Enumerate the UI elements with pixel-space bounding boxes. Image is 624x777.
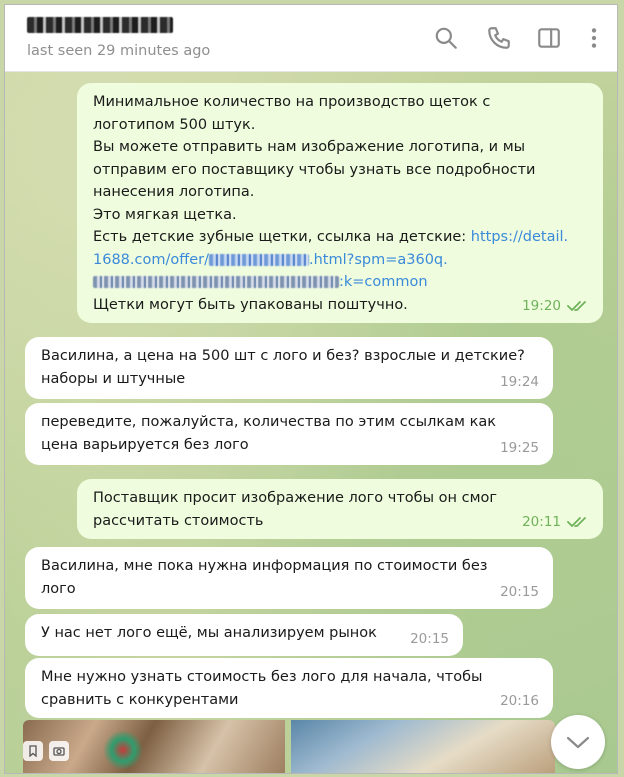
message-bubble-outgoing[interactable] — [77, 83, 603, 323]
message-text: логотипом 500 штук. — [93, 116, 256, 133]
message-time: 19:24 — [500, 373, 539, 390]
message-text: Мне нужно узнать стоимость без лого для начала, чтобы — [41, 669, 483, 685]
message-bubble-incoming[interactable] — [25, 658, 553, 718]
message-bubble-incoming[interactable] — [25, 614, 463, 656]
redacted-link-params — [93, 276, 339, 288]
offer-link[interactable]: .html?spm=a360q. — [309, 251, 448, 268]
message-text: нанесения логотипа. — [93, 184, 255, 200]
message-meta — [522, 295, 589, 318]
photo-album-preview[interactable] — [23, 720, 555, 774]
message-text: Василина, мне пока нужна информация по стоимости без — [41, 558, 488, 574]
message-text: Поставщик просит изображение лого чтобы он смог — [93, 490, 498, 506]
message-text: переведите, пожалуйста, количества по этим ссылкам как — [41, 414, 496, 430]
message-text: отправим его поставщику чтобы узнать все подробности — [93, 161, 536, 178]
offer-link[interactable]: https://detail. — [470, 229, 569, 245]
message-text: сравнить с конкурентами — [41, 691, 239, 708]
bookmark-icon[interactable] — [23, 741, 43, 761]
message-text: Щетки могут быть упакованы поштучно. — [93, 296, 408, 313]
message-meta — [500, 581, 539, 604]
message-meta — [500, 437, 539, 460]
message-text: наборы и штучные — [41, 370, 186, 387]
message-bubble-incoming[interactable] — [25, 337, 553, 399]
message-text: лого — [41, 580, 76, 597]
message-text: рассчитать стоимость — [93, 512, 264, 529]
offer-link[interactable]: 1688.com/offer/ — [93, 251, 209, 268]
photo-toolbar — [23, 741, 69, 761]
message-time: 20:11 — [522, 513, 561, 530]
sidebar-toggle-icon[interactable] — [536, 25, 562, 51]
message-text: Это мягкая щетка. — [93, 206, 237, 223]
chevron-down-icon — [565, 734, 591, 750]
message-meta — [500, 371, 539, 394]
chat-header — [5, 5, 617, 72]
more-vertical-icon[interactable] — [581, 25, 607, 51]
message-bubble-incoming[interactable] — [25, 403, 553, 465]
message-meta — [522, 511, 589, 534]
scroll-to-bottom-button[interactable] — [551, 715, 605, 769]
camera-icon[interactable] — [49, 741, 69, 761]
message-text: Вы можете отправить нам изображение логотипа, и мы — [93, 139, 526, 155]
last-seen-status: last seen 29 minutes ago — [27, 43, 211, 59]
message-link-line — [93, 249, 587, 272]
chat-window — [4, 4, 618, 774]
message-meta — [410, 628, 449, 651]
message-link-line — [93, 271, 587, 294]
message-time: 20:15 — [500, 583, 539, 600]
message-bubble-incoming[interactable] — [25, 547, 553, 609]
message-time: 19:25 — [500, 439, 539, 456]
message-text: Василина, а цена на 500 шт с лого и без? взрослые и детские? — [41, 348, 525, 364]
message-meta — [500, 690, 539, 713]
photo-thumbnail[interactable] — [291, 720, 555, 774]
offer-link[interactable]: :k=common — [339, 274, 428, 290]
message-text: цена варьируется без лого — [41, 436, 249, 453]
message-time: 20:16 — [500, 692, 539, 709]
link-intro: Есть детские зубные щетки, ссылка на детские: — [93, 229, 467, 245]
double-check-icon — [567, 516, 589, 528]
redacted-link-id — [209, 254, 309, 266]
message-time: 19:20 — [522, 297, 561, 314]
message-bubble-outgoing[interactable] — [77, 479, 603, 539]
message-text: Минимальное количество на производство щеток с — [93, 94, 491, 110]
double-check-icon — [567, 300, 589, 312]
search-icon[interactable] — [433, 25, 459, 51]
phone-icon[interactable] — [486, 25, 512, 51]
message-link-line — [93, 226, 587, 249]
message-text: У нас нет лого ещё, мы анализируем рынок — [41, 625, 377, 641]
message-time: 20:15 — [410, 630, 449, 647]
contact-name-blurred[interactable] — [27, 17, 173, 33]
